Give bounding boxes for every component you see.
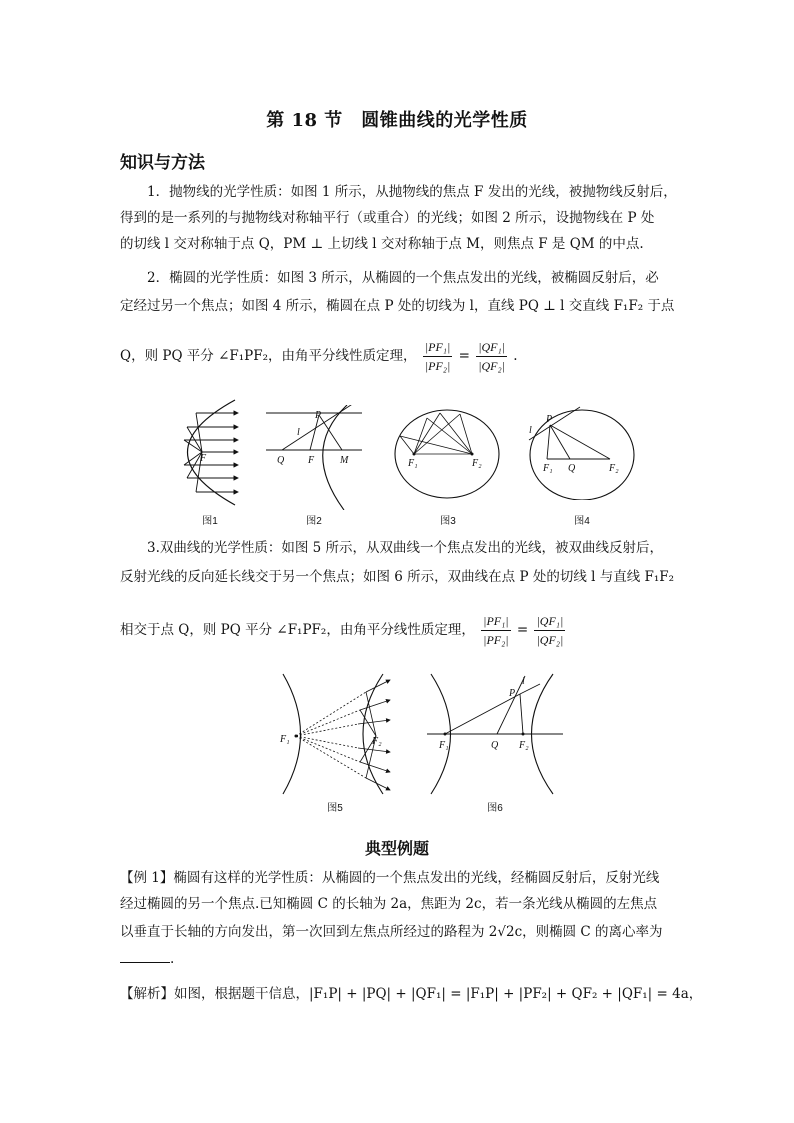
fig2-caption: 图2: [306, 516, 322, 527]
p2-frac-left-den: |PF₂|: [424, 359, 451, 373]
example1-period: .: [170, 951, 175, 967]
p3-line2: 反射光线的反向延长线交于另一个焦点；如图 6 所示，双曲线在点 P 处的切线 l 与直线 F₁F₂: [120, 569, 675, 585]
fig1-label-F: F: [200, 453, 207, 464]
figure-3-ellipse-reflection: [392, 408, 502, 500]
fig3-label-F2: F₂: [472, 458, 482, 469]
fig4-label-F1: F₁: [543, 463, 553, 474]
p3-frac-right-den: |QF₂|: [536, 633, 564, 647]
p1-line3: 的切线 l 交对称轴于点 Q，PM ⊥ 上切线 l 交对称轴于点 M，则焦点 F 是 QM 的中点.: [120, 236, 644, 252]
fig4-label-Q: Q: [568, 463, 576, 474]
section-heading: 知识与方法: [120, 153, 205, 173]
figure-2-parabola-tangent: [262, 405, 367, 510]
p3-frac-left-num: |PF₁|: [481, 612, 510, 631]
p3-frac-left-den: |PF₂|: [483, 633, 509, 647]
p3-fraction-left: [481, 612, 510, 649]
fig2-label-l: l: [297, 427, 300, 438]
figure-4-ellipse-tangent: [525, 405, 640, 500]
fig2-label-Q: Q: [277, 455, 285, 466]
examples-heading: 典型例题: [364, 839, 429, 858]
figure-6-hyperbola-tangent: [425, 672, 565, 797]
p3-line1: 3.双曲线的光学性质：如图 5 所示，从双曲线一个焦点发出的光线，被双曲线反射后，: [147, 540, 664, 556]
example1-line1: 【例 1】椭圆有这样的光学性质：从椭圆的一个焦点发出的光线，经椭圆反射后，反射光线: [120, 870, 660, 886]
fig6-label-F1: F₁: [439, 740, 449, 751]
figure-5-hyperbola-reflection: [278, 672, 403, 797]
p2-frac-right-den: |QF₂|: [478, 359, 505, 373]
example1-line3: 以垂直于长轴的方向发出，第一次回到左焦点所经过的路程为 2√2c，则椭圆 C 的离心率为: [120, 924, 663, 940]
p2-line1: 2．椭圆的光学性质：如图 3 所示，从椭圆的一个焦点发出的光线，被椭圆反射后，必: [147, 270, 659, 286]
example1-line2: 经过椭圆的另一个焦点.已知椭圆 C 的长轴为 2a，焦距为 2c，若一条光线从椭圆的左焦点: [120, 896, 658, 912]
fig3-label-F1: F₁: [408, 458, 418, 469]
p3-line3: [120, 612, 567, 649]
p2-equals: =: [458, 348, 470, 364]
fig4-caption: 图4: [574, 516, 590, 527]
fig6-label-F2: F₂: [519, 740, 529, 751]
p3-frac-right-num: |QF₁|: [534, 612, 565, 631]
p3-line3-text: 相交于点 Q，则 PQ 平分 ∠F₁PF₂，由角平分线性质定理，: [120, 622, 475, 638]
p2-frac-right-num: |QF₁|: [476, 338, 507, 357]
p2-line2: 定经过另一个焦点；如图 4 所示，椭圆在点 P 处的切线为 l，直线 PQ ⊥ l 交直线 F₁F₂ 于点: [120, 298, 675, 314]
p1-line1: 1．抛物线的光学性质：如图 1 所示，从抛物线的焦点 F 发出的光线，被抛物线反射后，: [147, 184, 677, 200]
p2-line3-text: Q，则 PQ 平分 ∠F₁PF₂，由角平分线性质定理，: [120, 348, 417, 364]
p2-fraction-left: [423, 338, 452, 375]
p2-frac-left-num: |PF₁|: [423, 338, 452, 357]
p2-fraction-right: [476, 338, 507, 375]
example1-line4: [120, 950, 174, 967]
p3-equals: =: [516, 622, 529, 638]
page-title: 第 18 节 圆锥曲线的光学性质: [266, 110, 528, 131]
fig5-label-F2: F₂: [372, 736, 382, 747]
fig6-label-P: P: [509, 688, 516, 699]
fig2-label-F: F: [308, 455, 315, 466]
fig5-label-F1: F₁: [280, 734, 290, 745]
answer-blank: [120, 950, 170, 963]
fig4-label-F2: F₂: [609, 463, 619, 474]
fig2-label-M: M: [340, 455, 349, 466]
p1-line2: 得到的是一系列的与抛物线对称轴平行（或重合）的光线；如图 2 所示，设抛物线在 P 处: [120, 210, 655, 226]
fig6-label-Q: Q: [491, 740, 499, 751]
p3-fraction-right: [534, 612, 565, 649]
fig2-label-P: P: [315, 410, 322, 421]
fig4-label-P: P: [546, 414, 553, 425]
fig6-caption: 图6: [487, 803, 503, 814]
fig6-label-l: l: [522, 676, 525, 687]
p2-line3: [120, 338, 518, 375]
fig4-label-l: l: [529, 425, 532, 436]
p2-period: .: [513, 348, 518, 364]
figure-1-parabola-reflection: [160, 395, 255, 510]
fig1-caption: 图1: [202, 516, 218, 527]
fig3-caption: 图3: [440, 516, 456, 527]
fig5-caption: 图5: [327, 803, 343, 814]
solution-line1: 【解析】如图，根据题干信息，|F₁P| + |PQ| + |QF₁| = |F₁P| + |PF₂| + QF₂ + |QF₁| = 4a，: [120, 986, 703, 1002]
